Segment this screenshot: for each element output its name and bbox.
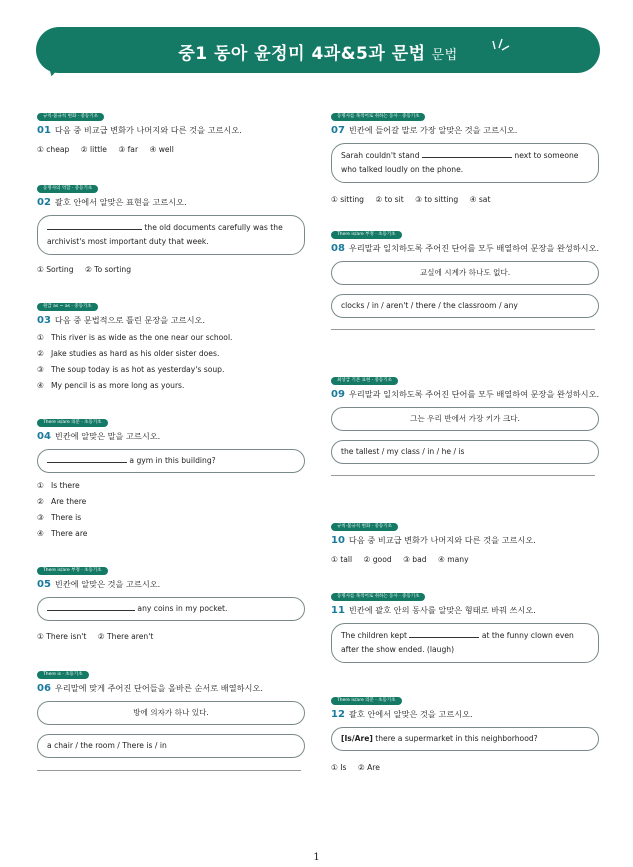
- question-06: [37, 660, 305, 758]
- question-number: 02: [37, 197, 51, 208]
- option-2[interactable]: ② good: [363, 555, 392, 564]
- options: [331, 195, 599, 204]
- question-prompt: 우리말과 일치하도록 주어진 단어를 모두 배열하여 문장을 완성하시오.: [348, 389, 600, 399]
- korean-sentence-box: 그는 우리 반에서 가장 키가 크다.: [331, 407, 599, 431]
- option-list: [37, 333, 305, 390]
- question-09: [331, 366, 599, 464]
- answer-line[interactable]: [331, 329, 595, 330]
- option-1[interactable]: ① Sorting: [37, 265, 74, 274]
- question-number: 04: [37, 431, 51, 442]
- question-prompt: 빈칸에 괄호 안의 동사를 알맞은 형태로 바꿔 쓰시오.: [348, 605, 536, 615]
- question-tag: 동명사의 역할 · 중등기초: [37, 185, 98, 193]
- option-1[interactable]: ① Is there: [37, 481, 80, 490]
- question-prompt: 빈칸에 알맞은 것을 고르시오.: [54, 579, 161, 589]
- question-tag: 최상급 기본 표현 · 중등기초: [331, 377, 398, 385]
- answer-line[interactable]: [37, 770, 301, 771]
- question-number: 09: [331, 389, 345, 400]
- question-number: 06: [37, 683, 51, 694]
- word-bank-box: a chair / the room / There is / in: [37, 734, 305, 758]
- sparkle-icon: [491, 37, 511, 53]
- question-prompt: 다음 중 문법적으로 틀린 문장을 고르시오.: [54, 315, 205, 325]
- options: [37, 632, 305, 641]
- option-1[interactable]: ① Is: [331, 763, 347, 772]
- option-1[interactable]: ① cheap: [37, 145, 70, 154]
- question-prompt: 다음 중 비교급 변화가 나머지와 다른 것을 고르시오.: [54, 125, 242, 135]
- word-bank-box: clocks / in / aren't / there / the classroom / any: [331, 294, 599, 318]
- option-3[interactable]: ③ bad: [403, 555, 427, 564]
- option-2[interactable]: ② to sit: [375, 195, 404, 204]
- word-bank-box: the tallest / my class / in / he / is: [331, 440, 599, 464]
- question-12: [331, 686, 599, 772]
- question-10: [331, 512, 599, 564]
- question-tag: There is/are 의문 · 초등기초: [331, 697, 402, 705]
- question-prompt: 우리말과 일치하도록 주어진 단어를 모두 배열하여 문장을 완성하시오.: [348, 243, 600, 253]
- option-3[interactable]: ③ far: [118, 145, 139, 154]
- option-1[interactable]: ① There isn't: [37, 632, 87, 641]
- page-title: 중1 동아 윤정미 4과&5과 문법 문법: [178, 44, 458, 64]
- question-number: 07: [331, 125, 345, 136]
- options: [37, 265, 305, 274]
- option-2[interactable]: ② To sorting: [84, 265, 132, 274]
- option-list: [37, 481, 305, 538]
- question-number: 01: [37, 125, 51, 136]
- option-3[interactable]: ③ to sitting: [415, 195, 459, 204]
- question-number: 12: [331, 709, 345, 720]
- option-2[interactable]: ② Are: [357, 763, 380, 772]
- options: [331, 555, 599, 564]
- options: [37, 145, 305, 154]
- option-4[interactable]: ④ sat: [469, 195, 491, 204]
- question-03: [37, 292, 305, 390]
- question-number: 10: [331, 535, 345, 546]
- question-07: [331, 102, 599, 204]
- question-tag: There is/are 부정 · 초등기초: [37, 567, 108, 575]
- question-tag: 동명사를 목적어로 취하는 동사 · 중등기초: [331, 113, 425, 121]
- answer-blank[interactable]: [47, 602, 135, 611]
- option-1[interactable]: ① sitting: [331, 195, 364, 204]
- question-number: 05: [37, 579, 51, 590]
- korean-sentence-box: 방에 의자가 하나 있다.: [37, 701, 305, 725]
- option-3[interactable]: ③ The soup today is as hot as yesterday's soup.: [37, 365, 225, 374]
- option-3[interactable]: ③ There is: [37, 513, 82, 522]
- option-4[interactable]: ④ My pencil is as more long as yours.: [37, 381, 185, 390]
- answer-blank[interactable]: [422, 149, 512, 158]
- options: [331, 763, 599, 772]
- question-tag: There is/are 의문 · 초등기초: [37, 419, 108, 427]
- title-banner: [36, 27, 600, 73]
- option-2[interactable]: ② Jake studies as hard as his older sister does.: [37, 349, 220, 358]
- sentence-box: a gym in this building?: [37, 449, 305, 473]
- question-tag: 규칙·불규칙 변화 · 중등기초: [331, 523, 398, 531]
- option-4[interactable]: ④ many: [438, 555, 469, 564]
- question-prompt: 다음 중 비교급 변화가 나머지와 다른 것을 고르시오.: [348, 535, 536, 545]
- answer-line[interactable]: [331, 475, 595, 476]
- question-11: [331, 582, 599, 663]
- question-prompt: 빈칸에 들어갈 말로 가장 알맞은 것을 고르시오.: [348, 125, 518, 135]
- question-prompt: 괄호 안에서 알맞은 표현을 고르시오.: [54, 197, 187, 207]
- question-prompt: 빈칸에 알맞은 말을 고르시오.: [54, 431, 161, 441]
- question-08: [331, 220, 599, 318]
- question-prompt: 우리말에 맞게 주어진 단어들을 올바른 순서로 배열하시오.: [54, 683, 263, 693]
- sentence-box: Sarah couldn't stand next to someone who talked loudly on the phone.: [331, 143, 599, 183]
- question-tag: There is/are 부정 · 초등기초: [331, 231, 402, 239]
- option-1[interactable]: ① tall: [331, 555, 353, 564]
- page-subtitle: 문법: [431, 48, 458, 63]
- question-01: [37, 102, 305, 154]
- answer-blank[interactable]: [47, 454, 127, 463]
- question-02: [37, 174, 305, 274]
- sentence-box: The children kept at the funny clown even after the show ended. (laugh): [331, 623, 599, 663]
- korean-sentence-box: 교실에 시계가 하나도 없다.: [331, 261, 599, 285]
- answer-blank[interactable]: [409, 629, 479, 638]
- question-number: 08: [331, 243, 345, 254]
- sentence-box: [Is/Are] there a supermarket in this neighborhood?: [331, 727, 599, 751]
- option-1[interactable]: ① This river is as wide as the one near our school.: [37, 333, 233, 342]
- option-2[interactable]: ② Are there: [37, 497, 87, 506]
- question-tag: 규칙·불규칙 변화 · 중등기초: [37, 113, 104, 121]
- question-tag: There is · 초등기초: [37, 671, 89, 679]
- sentence-box: any coins in my pocket.: [37, 597, 305, 621]
- option-2[interactable]: ② little: [80, 145, 107, 154]
- question-05: [37, 556, 305, 641]
- option-2[interactable]: ② There aren't: [97, 632, 154, 641]
- option-4[interactable]: ④ There are: [37, 529, 88, 538]
- question-prompt: 괄호 안에서 알맞은 것을 고르시오.: [348, 709, 473, 719]
- option-4[interactable]: ④ well: [149, 145, 174, 154]
- question-04: [37, 408, 305, 538]
- sentence-box: the old documents carefully was the archivist's most important duty that week.: [37, 215, 305, 255]
- question-number: 11: [331, 605, 345, 616]
- question-tag: 동명사를 목적어로 취하는 동사 · 중등기초: [331, 593, 425, 601]
- answer-blank[interactable]: [47, 221, 142, 230]
- page-number: 1: [313, 852, 320, 863]
- question-tag: 원급 as ~ as · 중등기초: [37, 303, 98, 311]
- question-number: 03: [37, 315, 51, 326]
